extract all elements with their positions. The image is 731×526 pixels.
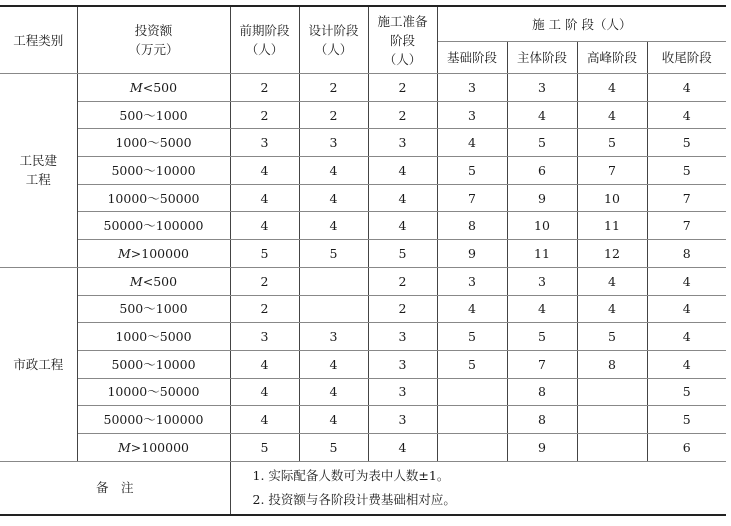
main-cell: 5	[507, 323, 577, 351]
remarks-label: 备 注	[0, 461, 230, 515]
investment-cell: 50000～100000	[77, 406, 230, 434]
final-cell: 4	[647, 101, 726, 129]
final-cell: 6	[647, 433, 726, 461]
early-cell: 2	[230, 267, 299, 295]
peak-cell: 12	[577, 240, 647, 268]
prep-cell: 2	[368, 74, 437, 102]
final-cell: 8	[647, 240, 726, 268]
peak-cell	[577, 406, 647, 434]
design-cell	[299, 267, 368, 295]
header-main-stage: 主体阶段	[507, 42, 577, 74]
design-cell: 5	[299, 240, 368, 268]
early-cell: 4	[230, 157, 299, 185]
foundation-cell: 3	[437, 267, 507, 295]
early-cell: 3	[230, 129, 299, 157]
investment-cell: M>100000	[77, 433, 230, 461]
table-row	[0, 323, 726, 351]
table-row	[0, 129, 726, 157]
design-cell: 2	[299, 101, 368, 129]
remark-line: 2. 投资额与各阶段计费基础相对应。	[252, 491, 456, 507]
prep-cell: 2	[368, 101, 437, 129]
final-cell: 4	[647, 74, 726, 102]
header-foundation-stage: 基础阶段	[437, 42, 507, 74]
foundation-cell: 5	[437, 323, 507, 351]
foundation-cell: 8	[437, 212, 507, 240]
early-cell: 4	[230, 350, 299, 378]
design-cell: 5	[299, 433, 368, 461]
header-early-stage: 前期阶段 （人）	[230, 6, 299, 74]
final-cell: 4	[647, 295, 726, 323]
final-cell: 5	[647, 378, 726, 406]
main-cell: 10	[507, 212, 577, 240]
early-cell: 2	[230, 295, 299, 323]
design-cell: 4	[299, 406, 368, 434]
prep-cell: 2	[368, 295, 437, 323]
prep-cell: 4	[368, 212, 437, 240]
peak-cell	[577, 378, 647, 406]
design-cell: 3	[299, 323, 368, 351]
main-cell: 5	[507, 129, 577, 157]
investment-cell: 500～1000	[77, 295, 230, 323]
table-row	[0, 184, 726, 212]
main-cell: 3	[507, 267, 577, 295]
foundation-cell: 3	[437, 101, 507, 129]
main-cell: 6	[507, 157, 577, 185]
main-cell: 3	[507, 74, 577, 102]
table-row	[0, 378, 726, 406]
foundation-cell	[437, 433, 507, 461]
header-peak-stage: 高峰阶段	[577, 42, 647, 74]
table-row	[0, 350, 726, 378]
early-cell: 5	[230, 433, 299, 461]
main-cell: 9	[507, 433, 577, 461]
main-cell: 11	[507, 240, 577, 268]
header-category: 工程类别	[0, 6, 77, 74]
investment-cell: 1000～5000	[77, 129, 230, 157]
peak-cell: 7	[577, 157, 647, 185]
staffing-table	[0, 5, 726, 516]
peak-cell: 4	[577, 101, 647, 129]
investment-cell: M>100000	[77, 240, 230, 268]
final-cell: 7	[647, 212, 726, 240]
table-row	[0, 101, 726, 129]
foundation-cell: 3	[437, 74, 507, 102]
investment-cell: 10000～50000	[77, 378, 230, 406]
foundation-cell	[437, 378, 507, 406]
investment-cell: M<500	[77, 74, 230, 102]
peak-cell: 4	[577, 295, 647, 323]
prep-cell: 3	[368, 406, 437, 434]
early-cell: 4	[230, 378, 299, 406]
investment-cell: 10000～50000	[77, 184, 230, 212]
investment-cell: 50000～100000	[77, 212, 230, 240]
foundation-cell: 5	[437, 350, 507, 378]
table-row	[0, 406, 726, 434]
header-construction-stage: 施 工 阶 段（人）	[437, 6, 726, 42]
prep-cell: 5	[368, 240, 437, 268]
foundation-cell	[437, 406, 507, 434]
main-cell: 8	[507, 406, 577, 434]
early-cell: 4	[230, 184, 299, 212]
header-prep-stage: 施工准备 阶段 （人）	[368, 6, 437, 74]
final-cell: 4	[647, 323, 726, 351]
table-row	[0, 212, 726, 240]
remark-line: 1. 实际配备人数可为表中人数±1。	[252, 467, 450, 483]
final-cell: 5	[647, 406, 726, 434]
design-cell: 4	[299, 350, 368, 378]
main-cell: 9	[507, 184, 577, 212]
investment-cell: 5000～10000	[77, 157, 230, 185]
early-cell: 3	[230, 323, 299, 351]
prep-cell: 3	[368, 129, 437, 157]
prep-cell: 2	[368, 267, 437, 295]
category-cell: 市政工程	[0, 267, 77, 461]
final-cell: 5	[647, 129, 726, 157]
foundation-cell: 4	[437, 129, 507, 157]
prep-cell: 3	[368, 350, 437, 378]
investment-cell: 1000～5000	[77, 323, 230, 351]
final-cell: 7	[647, 184, 726, 212]
design-cell: 4	[299, 184, 368, 212]
final-cell: 4	[647, 267, 726, 295]
investment-cell: 500～1000	[77, 101, 230, 129]
design-cell: 4	[299, 157, 368, 185]
peak-cell: 5	[577, 323, 647, 351]
investment-cell: M<500	[77, 267, 230, 295]
table-row	[0, 267, 726, 295]
design-cell	[299, 295, 368, 323]
table-row	[0, 433, 726, 461]
peak-cell: 8	[577, 350, 647, 378]
remarks-row	[0, 461, 726, 515]
peak-cell: 10	[577, 184, 647, 212]
prep-cell: 3	[368, 323, 437, 351]
foundation-cell: 4	[437, 295, 507, 323]
header-final-stage: 收尾阶段	[647, 42, 726, 74]
main-cell: 4	[507, 295, 577, 323]
header-investment: 投资额 （万元）	[77, 6, 230, 74]
early-cell: 5	[230, 240, 299, 268]
early-cell: 2	[230, 101, 299, 129]
peak-cell: 4	[577, 74, 647, 102]
table-row	[0, 240, 726, 268]
peak-cell	[577, 433, 647, 461]
main-cell: 8	[507, 378, 577, 406]
investment-cell: 5000～10000	[77, 350, 230, 378]
header-design-stage: 设计阶段 （人）	[299, 6, 368, 74]
design-cell: 3	[299, 129, 368, 157]
prep-cell: 4	[368, 157, 437, 185]
foundation-cell: 9	[437, 240, 507, 268]
early-cell: 2	[230, 74, 299, 102]
early-cell: 4	[230, 406, 299, 434]
design-cell: 4	[299, 212, 368, 240]
prep-cell: 3	[368, 378, 437, 406]
main-cell: 7	[507, 350, 577, 378]
table-row	[0, 74, 726, 102]
peak-cell: 4	[577, 267, 647, 295]
peak-cell: 5	[577, 129, 647, 157]
main-cell: 4	[507, 101, 577, 129]
final-cell: 5	[647, 157, 726, 185]
design-cell: 4	[299, 378, 368, 406]
early-cell: 4	[230, 212, 299, 240]
peak-cell: 11	[577, 212, 647, 240]
foundation-cell: 7	[437, 184, 507, 212]
design-cell: 2	[299, 74, 368, 102]
table-row	[0, 295, 726, 323]
remarks-text	[230, 461, 726, 515]
prep-cell: 4	[368, 184, 437, 212]
table-row	[0, 157, 726, 185]
prep-cell: 4	[368, 433, 437, 461]
foundation-cell: 5	[437, 157, 507, 185]
category-cell: 工民建 工程	[0, 74, 77, 268]
final-cell: 4	[647, 350, 726, 378]
